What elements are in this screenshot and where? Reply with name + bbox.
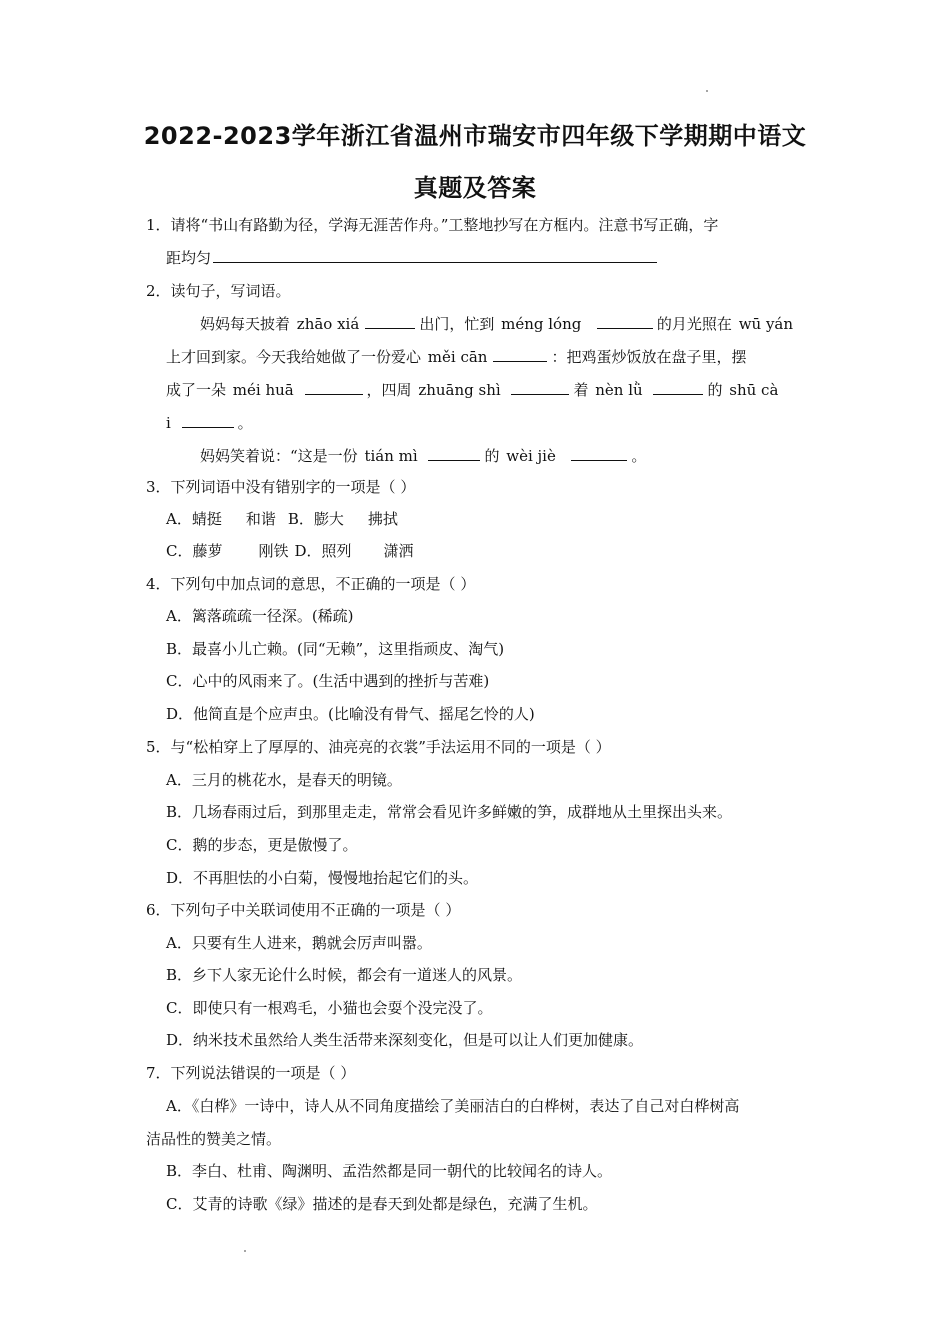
q3-option-c-word2: 刚铁 [258,542,289,560]
pinyin-shucai: shū cà [729,381,779,399]
q5-option-a[interactable]: A．三月的桃花水，是春天的明镜。 [166,771,402,789]
pinyin-menglong: méng lóng [501,315,582,333]
q2-text: 妈妈笑着说：“这是一份 [200,447,358,465]
q2-text: 出门，忙到 [419,315,495,333]
q2-passage-line5 [200,444,646,467]
scan-dot [244,1250,246,1252]
q7-option-a-line2: 洁品性的赞美之情。 [146,1130,282,1148]
q2-text: 妈妈每天披着 [200,315,291,333]
pinyin-wuyan: wū yán [738,315,794,333]
q2-passage-line1 [200,312,795,335]
q2-text: 的 [707,381,723,399]
q3-option-c[interactable]: C．藤萝 [166,542,223,560]
q6-option-a[interactable]: A．只要有生人进来，鹅就会厉声叫嚣。 [166,934,432,952]
q3-option-d[interactable]: D．照列 [294,542,352,560]
blank-menglong[interactable] [597,312,653,329]
q2-text: 成了一朵 [166,381,227,399]
blank-zhuangshi[interactable] [511,378,569,395]
q2-text: 的 [484,447,500,465]
q2-text: 的月光照在 [656,315,732,333]
q7-stem: 7．下列说法错误的一项是（ ） [146,1064,356,1082]
q5-option-d[interactable]: D．不再胆怯的小白菊，慢慢地抬起它们的头。 [166,869,479,887]
pinyin-tianmi: tián mì [364,447,418,465]
blank-meihua[interactable] [305,378,363,395]
q5-option-b[interactable]: B．几场春雨过后，到那里走走，常常会看见许多鲜嫩的笋，成群地从土里探出头来。 [166,803,733,821]
q1-answer-blank[interactable] [213,246,657,263]
page-title-line2: 真题及答案 [413,174,537,202]
pinyin-shucai-end: i [166,414,171,432]
q2-passage-line4 [166,411,253,434]
q2-passage-line3 [166,378,780,401]
q2-text: ：把鸡蛋炒饭放在盘子里，摆 [551,348,747,366]
q2-passage-line2 [166,345,746,368]
pinyin-meican: měi cān [427,348,488,366]
blank-nenlv[interactable] [653,378,703,395]
q3-stem: 3．下列词语中没有错别字的一项是（ ） [146,478,416,496]
blank-tianmi[interactable] [428,444,480,461]
q7-option-a-line1[interactable]: A．《白桦》一诗中，诗人从不同角度描绘了美丽洁白的白桦树，表达了自己对白桦树高 [166,1097,740,1115]
pinyin-zhuangshi: zhuāng shì [418,381,501,399]
blank-weijie[interactable] [571,444,627,461]
blank-zhaoxia[interactable] [365,312,415,329]
q3-option-a[interactable]: A．蜻挺 [166,510,222,528]
scan-dot [706,90,708,92]
q1-stem-line2 [166,246,661,269]
q3-options-cd [166,540,414,562]
q2-text: 。 [631,447,647,465]
q2-text: 着 [573,381,589,399]
q3-option-d-word2: 潇洒 [383,542,414,560]
q6-option-d[interactable]: D．纳米技术虽然给人类生活带来深刻变化，但是可以让人们更加健康。 [166,1031,644,1049]
q7-option-b[interactable]: B．李白、杜甫、陶渊明、孟浩然都是同一朝代的比较闻名的诗人。 [166,1162,613,1180]
pinyin-nenlv: nèn lǜ [595,381,643,399]
q4-option-d[interactable]: D．他简直是个应声虫。(比喻没有骨气、摇尾乞怜的人) [166,705,535,723]
q6-option-b[interactable]: B．乡下人家无论什么时候，都会有一道迷人的风景。 [166,966,523,984]
q6-option-c[interactable]: C．即使只有一根鸡毛，小猫也会耍个没完没了。 [166,999,493,1017]
q3-option-b-word2: 拂拭 [367,510,398,528]
q2-text: 上才回到家。今天我给她做了一份爱心 [166,348,422,366]
pinyin-weijie: wèi jiè [506,447,556,465]
q4-stem: 4．下列句中加点词的意思，不正确的一项是（ ） [146,575,476,593]
blank-shucai[interactable] [182,411,234,428]
q5-stem: 5．与“松柏穿上了厚厚的、油亮亮的衣裳”手法运用不同的一项是（ ） [146,738,611,756]
q1-stem-text: 距均匀 [166,249,212,267]
pinyin-meihua: méi huā [232,381,294,399]
q3-option-b[interactable]: B．膨大 [287,510,344,528]
q2-text: 。 [237,414,253,432]
q3-option-a-word2: 和谐 [245,510,276,528]
blank-meican[interactable] [493,345,547,362]
q1-stem-line1: 1．请将“书山有路勤为径，学海无涯苦作舟。”工整地抄写在方框内。注意书写正确，字 [146,216,719,234]
q4-option-b[interactable]: B．最喜小儿亡赖。(同“无赖”，这里指顽皮、淘气) [166,640,505,658]
q7-option-c[interactable]: C．艾青的诗歌《绿》描述的是春天到处都是绿色，充满了生机。 [166,1195,598,1213]
q6-stem: 6．下列句子中关联词使用不正确的一项是（ ） [146,901,461,919]
q5-option-c[interactable]: C．鹅的步态，更是傲慢了。 [166,836,358,854]
q2-stem: 2．读句子，写词语。 [146,282,291,300]
q3-options-ab [166,508,398,530]
q2-text: ，四周 [366,381,412,399]
q4-option-a[interactable]: A．篱落疏疏一径深。(稀疏) [166,607,354,625]
q4-option-c[interactable]: C．心中的风雨来了。(生活中遇到的挫折与苦难) [166,672,490,690]
pinyin-zhaoxia: zhāo xiá [296,315,360,333]
page-title-line1: 2022-2023学年浙江省温州市瑞安市四年级下学期期中语文 [143,122,807,150]
